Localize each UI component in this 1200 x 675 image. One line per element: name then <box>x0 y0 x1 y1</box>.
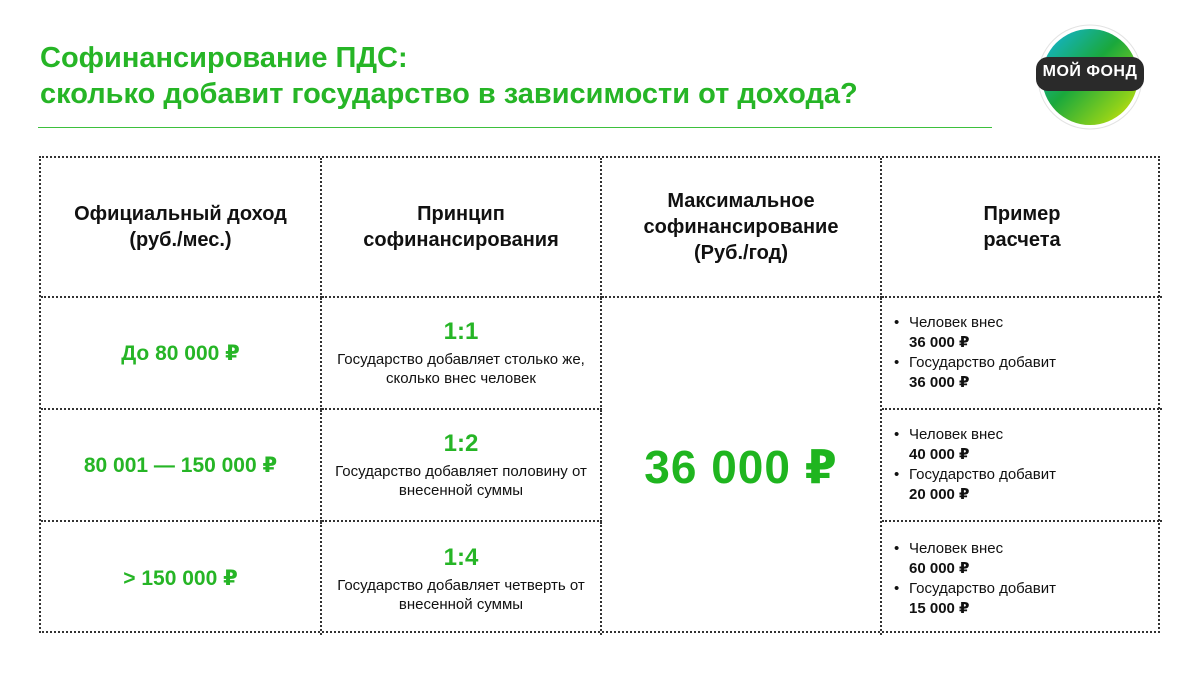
income-cell <box>41 522 322 635</box>
header-income-line-2: (руб./мес.) <box>129 229 232 251</box>
example-person-label: Человек внес <box>909 539 1004 557</box>
example-person-line <box>894 313 1003 333</box>
header-example-line-2: расчета <box>983 229 1061 251</box>
example-state-label: Государство добавит <box>909 354 1056 371</box>
cofinancing-table <box>39 156 1160 633</box>
ratio-value: 1:1 <box>443 318 479 345</box>
example-cell <box>882 522 1162 635</box>
bullet-icon: • <box>894 579 900 597</box>
ratio-value: 1:4 <box>443 543 479 571</box>
header-example <box>882 158 1162 298</box>
title-line-2: сколько добавит государство в зависимости от дохода? <box>40 78 858 110</box>
logo-text: МОЙ ФОНД <box>1042 63 1138 80</box>
ratio-description: Государство добавляет столько же, сколько внес человек <box>337 351 585 387</box>
bullet-icon: • <box>894 426 900 443</box>
example-person-label: Человек внес <box>909 314 1004 331</box>
header-max-line-1: Максимальное <box>667 190 815 212</box>
bullet-icon: • <box>894 354 900 371</box>
example-state-label: Государство добавит <box>909 579 1056 597</box>
page-title <box>40 40 1020 112</box>
income-cell <box>41 410 322 522</box>
max-cofinancing-cell <box>602 298 882 635</box>
income-value: До 80 000 ₽ <box>121 341 240 365</box>
header-income-line-1: Официальный доход <box>74 203 287 225</box>
bullet-icon: • <box>894 466 900 483</box>
income-cell <box>41 298 322 410</box>
example-person-label: Человек внес <box>909 426 1004 443</box>
income-value: > 150 000 ₽ <box>123 567 238 590</box>
example-state-line <box>894 465 1056 485</box>
header-principle <box>322 158 602 298</box>
income-value: 80 001 — 150 000 ₽ <box>83 453 278 477</box>
example-person-amount: 36 000 ₽ <box>909 334 970 351</box>
example-state-amount: 36 000 ₽ <box>909 374 970 391</box>
header-income <box>41 158 322 298</box>
header-principle-line-2: софинансирования <box>363 229 559 251</box>
principle-cell <box>322 522 602 635</box>
ratio-description: Государство добавляет четверть от внесенной суммы <box>337 576 585 613</box>
bullet-icon: • <box>894 539 900 557</box>
brand-logo <box>1030 22 1150 132</box>
principle-cell <box>322 410 602 522</box>
principle-cell <box>322 298 602 410</box>
ratio-value: 1:2 <box>443 430 479 457</box>
example-person-line <box>894 539 1003 559</box>
header-principle-line-1: Принцип <box>417 203 505 225</box>
ratio-description: Государство добавляет половину от внесенной суммы <box>335 463 587 499</box>
example-cell <box>882 410 1162 522</box>
bullet-icon: • <box>894 314 900 331</box>
example-state-label: Государство добавит <box>909 466 1056 483</box>
header-max-line-2: софинансирование <box>643 216 839 238</box>
title-line-1: Софинансирование ПДС: <box>40 42 408 74</box>
example-state-line <box>894 579 1056 599</box>
header-example-line-1: Пример <box>983 203 1061 225</box>
max-cofinancing-value: 36 000 ₽ <box>644 440 838 493</box>
header-max-line-3: (Руб./год) <box>694 242 788 264</box>
example-cell <box>882 298 1162 410</box>
example-person-amount: 40 000 ₽ <box>909 446 970 463</box>
example-state-amount: 15 000 ₽ <box>909 599 970 617</box>
header-max <box>602 158 882 298</box>
example-state-amount: 20 000 ₽ <box>909 486 970 503</box>
example-person-amount: 60 000 ₽ <box>909 559 970 577</box>
example-person-line <box>894 425 1003 445</box>
example-state-line <box>894 353 1056 373</box>
title-divider <box>38 127 992 128</box>
